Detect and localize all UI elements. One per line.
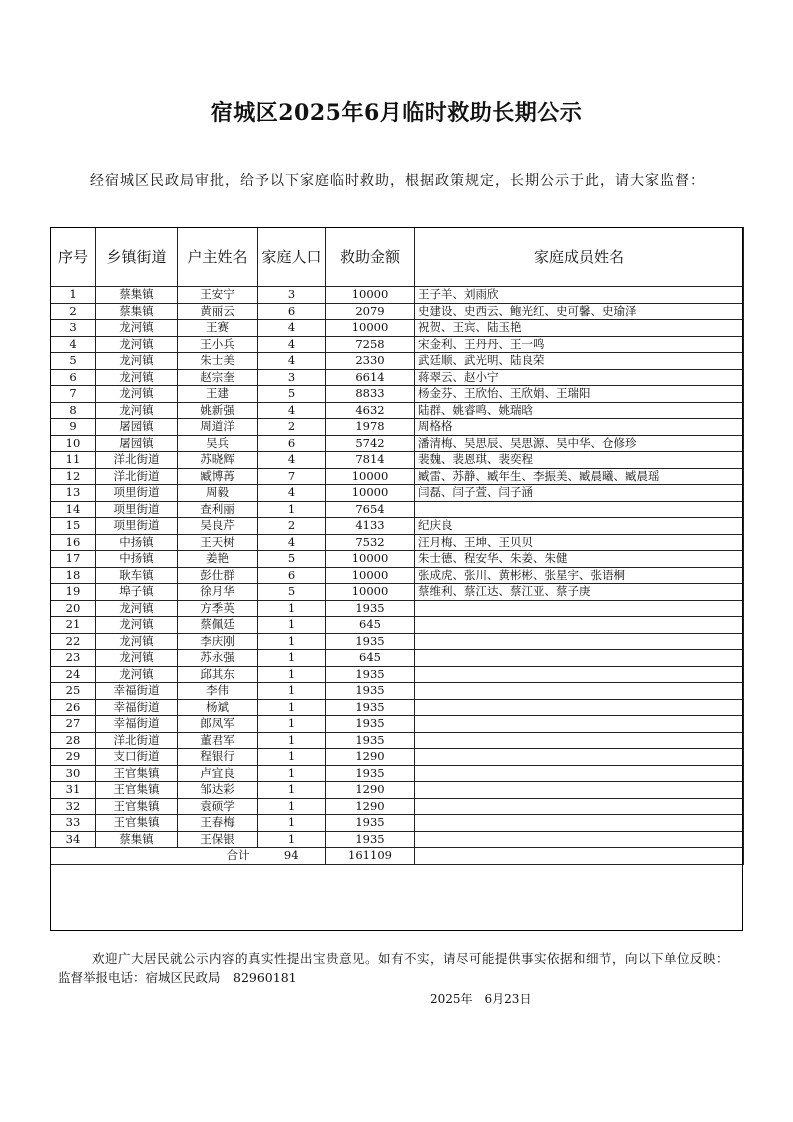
cell-householder: 王春梅 <box>178 815 258 832</box>
cell-town: 龙河镇 <box>96 336 178 353</box>
cell-householder: 李庆刚 <box>178 633 258 650</box>
cell-town: 王官集镇 <box>96 815 178 832</box>
cell-index: 16 <box>51 534 96 551</box>
cell-amount: 1290 <box>326 782 415 799</box>
cell-members: 陆群、姚睿鸣、姚瑞晗 <box>415 402 744 419</box>
cell-population: 1 <box>258 798 326 815</box>
cell-index: 20 <box>51 600 96 617</box>
header-town: 乡镇街道 <box>96 228 178 287</box>
cell-town: 龙河镇 <box>96 402 178 419</box>
cell-members <box>415 732 744 749</box>
cell-householder: 吴兵 <box>178 435 258 452</box>
cell-index: 7 <box>51 386 96 403</box>
total-population: 94 <box>258 848 326 865</box>
table-row <box>51 683 744 700</box>
cell-householder: 蔡佩廷 <box>178 617 258 634</box>
cell-index: 25 <box>51 683 96 700</box>
table-row <box>51 699 744 716</box>
cell-amount: 2330 <box>326 353 415 370</box>
cell-householder: 赵宗奎 <box>178 369 258 386</box>
cell-index: 18 <box>51 567 96 584</box>
table-row <box>51 353 744 370</box>
cell-amount: 10000 <box>326 485 415 502</box>
cell-householder: 查利丽 <box>178 501 258 518</box>
cell-members: 武廷顺、武光明、陆良荣 <box>415 353 744 370</box>
cell-members <box>415 782 744 799</box>
cell-members <box>415 666 744 683</box>
total-amount: 161109 <box>326 848 415 865</box>
cell-index: 6 <box>51 369 96 386</box>
table-row <box>51 518 744 535</box>
cell-index: 32 <box>51 798 96 815</box>
cell-population: 1 <box>258 501 326 518</box>
cell-town: 幸福街道 <box>96 683 178 700</box>
cell-population: 4 <box>258 353 326 370</box>
cell-population: 1 <box>258 600 326 617</box>
cell-householder: 董君军 <box>178 732 258 749</box>
cell-population: 5 <box>258 386 326 403</box>
cell-householder: 周道洋 <box>178 419 258 436</box>
header-members: 家庭成员姓名 <box>415 228 744 287</box>
cell-members: 蔡维利、蔡江达、蔡江亚、蔡子庚 <box>415 584 744 601</box>
cell-amount: 8833 <box>326 386 415 403</box>
cell-index: 24 <box>51 666 96 683</box>
table-row <box>51 320 744 337</box>
cell-members <box>415 798 744 815</box>
cell-population: 4 <box>258 336 326 353</box>
cell-members <box>415 699 744 716</box>
cell-amount: 1978 <box>326 419 415 436</box>
cell-householder: 朱士美 <box>178 353 258 370</box>
cell-amount: 1935 <box>326 683 415 700</box>
footer-notice <box>58 949 729 967</box>
cell-index: 8 <box>51 402 96 419</box>
cell-amount: 645 <box>326 650 415 667</box>
cell-index: 11 <box>51 452 96 469</box>
intro-paragraph: 经宿城区民政局审批，给予以下家庭临时救助，根据政策规定，长期公示于此，请大家监督： <box>90 173 705 189</box>
footer-notice-text: 欢迎广大居民就公示内容的真实性提出宝贵意见。如有不实，请尽可能提供事实依据和细节，向以下单位反映： <box>92 951 730 966</box>
cell-population: 4 <box>258 452 326 469</box>
table-row <box>51 666 744 683</box>
cell-population: 1 <box>258 716 326 733</box>
cell-population: 1 <box>258 765 326 782</box>
cell-population: 1 <box>258 782 326 799</box>
cell-population: 1 <box>258 617 326 634</box>
cell-town: 王官集镇 <box>96 798 178 815</box>
cell-amount: 4632 <box>326 402 415 419</box>
cell-town: 项里街道 <box>96 518 178 535</box>
relief-table <box>50 227 744 865</box>
cell-town: 蔡集镇 <box>96 303 178 320</box>
cell-amount: 10000 <box>326 567 415 584</box>
cell-members: 裴魏、裴恩琪、裴奕程 <box>415 452 744 469</box>
cell-town: 洋北街道 <box>96 468 178 485</box>
cell-population: 7 <box>258 468 326 485</box>
table-row <box>51 501 744 518</box>
cell-town: 龙河镇 <box>96 633 178 650</box>
cell-population: 6 <box>258 567 326 584</box>
cell-householder: 杨斌 <box>178 699 258 716</box>
cell-members: 史建设、史西云、鲍光红、史可馨、史瑜泽 <box>415 303 744 320</box>
cell-householder: 彭仕群 <box>178 567 258 584</box>
table-row <box>51 617 744 634</box>
cell-town: 王官集镇 <box>96 782 178 799</box>
cell-amount: 1935 <box>326 716 415 733</box>
cell-index: 2 <box>51 303 96 320</box>
cell-population: 1 <box>258 666 326 683</box>
cell-householder: 吴良芹 <box>178 518 258 535</box>
cell-town: 王官集镇 <box>96 765 178 782</box>
cell-town: 支口街道 <box>96 749 178 766</box>
cell-householder: 王赛 <box>178 320 258 337</box>
cell-index: 4 <box>51 336 96 353</box>
cell-amount: 1935 <box>326 666 415 683</box>
table-row <box>51 584 744 601</box>
cell-index: 17 <box>51 551 96 568</box>
table-row <box>51 551 744 568</box>
cell-members <box>415 765 744 782</box>
cell-members <box>415 633 744 650</box>
cell-members: 汪月梅、王坤、王贝贝 <box>415 534 744 551</box>
cell-amount: 1935 <box>326 815 415 832</box>
cell-amount: 10000 <box>326 551 415 568</box>
cell-index: 34 <box>51 831 96 848</box>
cell-population: 2 <box>258 518 326 535</box>
cell-members: 蒋翠云、赵小宁 <box>415 369 744 386</box>
cell-population: 1 <box>258 831 326 848</box>
table-header-row <box>51 228 744 287</box>
cell-town: 屠园镇 <box>96 435 178 452</box>
cell-amount: 5742 <box>326 435 415 452</box>
cell-index: 30 <box>51 765 96 782</box>
cell-householder: 苏永强 <box>178 650 258 667</box>
table-row <box>51 534 744 551</box>
cell-householder: 王天树 <box>178 534 258 551</box>
cell-members: 杨金芬、王欣怡、王欣娟、王瑞阳 <box>415 386 744 403</box>
cell-population: 1 <box>258 650 326 667</box>
cell-amount: 7814 <box>326 452 415 469</box>
cell-town: 龙河镇 <box>96 320 178 337</box>
cell-members: 张成虎、张川、黄彬彬、张星宇、张语桐 <box>415 567 744 584</box>
table-row <box>51 435 744 452</box>
cell-amount: 1935 <box>326 831 415 848</box>
table-row <box>51 303 744 320</box>
cell-index: 1 <box>51 287 96 304</box>
cell-members <box>415 831 744 848</box>
cell-householder: 徐月华 <box>178 584 258 601</box>
cell-householder: 袁硕学 <box>178 798 258 815</box>
cell-householder: 臧博苒 <box>178 468 258 485</box>
cell-amount: 10000 <box>326 287 415 304</box>
cell-amount: 10000 <box>326 320 415 337</box>
footer-date: 2025年 6月23日 <box>430 992 532 1006</box>
cell-members <box>415 683 744 700</box>
cell-population: 4 <box>258 485 326 502</box>
table-row <box>51 567 744 584</box>
cell-householder: 苏晓辉 <box>178 452 258 469</box>
total-row <box>51 848 744 865</box>
table-row <box>51 633 744 650</box>
cell-amount: 1935 <box>326 633 415 650</box>
cell-town: 项里街道 <box>96 485 178 502</box>
cell-index: 3 <box>51 320 96 337</box>
cell-population: 1 <box>258 633 326 650</box>
cell-index: 21 <box>51 617 96 634</box>
header-householder: 户主姓名 <box>178 228 258 287</box>
cell-population: 5 <box>258 551 326 568</box>
cell-town: 蔡集镇 <box>96 831 178 848</box>
cell-amount: 10000 <box>326 584 415 601</box>
cell-town: 幸福街道 <box>96 699 178 716</box>
cell-members: 朱士德、程安华、朱姜、朱健 <box>415 551 744 568</box>
cell-population: 6 <box>258 303 326 320</box>
cell-householder: 方季英 <box>178 600 258 617</box>
cell-index: 27 <box>51 716 96 733</box>
cell-amount: 645 <box>326 617 415 634</box>
cell-index: 26 <box>51 699 96 716</box>
table-row <box>51 287 744 304</box>
cell-index: 33 <box>51 815 96 832</box>
cell-amount: 7654 <box>326 501 415 518</box>
cell-householder: 王小兵 <box>178 336 258 353</box>
table-row <box>51 831 744 848</box>
page-title: 宿城区2025年6月临时救助长期公示 <box>210 100 583 126</box>
cell-members <box>415 716 744 733</box>
cell-town: 洋北街道 <box>96 732 178 749</box>
cell-householder: 王保银 <box>178 831 258 848</box>
cell-population: 4 <box>258 320 326 337</box>
cell-population: 3 <box>258 287 326 304</box>
cell-householder: 卢宜良 <box>178 765 258 782</box>
cell-index: 22 <box>51 633 96 650</box>
cell-members: 王子羊、刘雨欣 <box>415 287 744 304</box>
cell-householder: 邱其东 <box>178 666 258 683</box>
cell-population: 5 <box>258 584 326 601</box>
cell-town: 龙河镇 <box>96 369 178 386</box>
table-row <box>51 765 744 782</box>
cell-householder: 姚新强 <box>178 402 258 419</box>
header-index: 序号 <box>51 228 96 287</box>
cell-members <box>415 617 744 634</box>
table-row <box>51 798 744 815</box>
cell-index: 31 <box>51 782 96 799</box>
table-row <box>51 402 744 419</box>
cell-town: 耿车镇 <box>96 567 178 584</box>
cell-population: 1 <box>258 749 326 766</box>
cell-town: 龙河镇 <box>96 666 178 683</box>
cell-householder: 周毅 <box>178 485 258 502</box>
cell-amount: 7258 <box>326 336 415 353</box>
cell-index: 19 <box>51 584 96 601</box>
table-row <box>51 732 744 749</box>
table-row <box>51 336 744 353</box>
cell-members <box>415 749 744 766</box>
cell-population: 4 <box>258 402 326 419</box>
cell-householder: 王建 <box>178 386 258 403</box>
cell-town: 埠子镇 <box>96 584 178 601</box>
cell-amount: 6614 <box>326 369 415 386</box>
total-label: 合计 <box>51 848 258 865</box>
cell-town: 蔡集镇 <box>96 287 178 304</box>
table-row <box>51 485 744 502</box>
cell-amount: 1935 <box>326 765 415 782</box>
cell-householder: 郎凤军 <box>178 716 258 733</box>
cell-population: 2 <box>258 419 326 436</box>
table-row <box>51 749 744 766</box>
cell-householder: 姜艳 <box>178 551 258 568</box>
table-row <box>51 468 744 485</box>
table-row <box>51 782 744 799</box>
table-row <box>51 386 744 403</box>
cell-members: 祝贺、王宾、陆玉艳 <box>415 320 744 337</box>
table-row <box>51 600 744 617</box>
cell-index: 15 <box>51 518 96 535</box>
cell-members: 周格格 <box>415 419 744 436</box>
total-members <box>415 848 744 865</box>
cell-householder: 程银行 <box>178 749 258 766</box>
cell-town: 龙河镇 <box>96 386 178 403</box>
cell-members <box>415 600 744 617</box>
cell-index: 28 <box>51 732 96 749</box>
cell-population: 1 <box>258 699 326 716</box>
cell-amount: 2079 <box>326 303 415 320</box>
table-row <box>51 419 744 436</box>
cell-index: 10 <box>51 435 96 452</box>
cell-members <box>415 815 744 832</box>
cell-members <box>415 501 744 518</box>
cell-amount: 10000 <box>326 468 415 485</box>
cell-amount: 4133 <box>326 518 415 535</box>
cell-householder: 李伟 <box>178 683 258 700</box>
table-row <box>51 716 744 733</box>
cell-amount: 1290 <box>326 798 415 815</box>
cell-householder: 黄丽云 <box>178 303 258 320</box>
cell-index: 14 <box>51 501 96 518</box>
footer-hotline: 监督举报电话：宿城区民政局 82960181 <box>58 970 297 985</box>
header-population: 家庭人口 <box>258 228 326 287</box>
cell-population: 3 <box>258 369 326 386</box>
table-row <box>51 650 744 667</box>
cell-town: 龙河镇 <box>96 600 178 617</box>
cell-index: 9 <box>51 419 96 436</box>
cell-amount: 1935 <box>326 699 415 716</box>
cell-amount: 7532 <box>326 534 415 551</box>
cell-population: 1 <box>258 732 326 749</box>
cell-members: 纪庆良 <box>415 518 744 535</box>
cell-population: 6 <box>258 435 326 452</box>
cell-householder: 邹达彩 <box>178 782 258 799</box>
table-row <box>51 369 744 386</box>
cell-index: 29 <box>51 749 96 766</box>
header-amount: 救助金额 <box>326 228 415 287</box>
cell-members <box>415 650 744 667</box>
cell-town: 龙河镇 <box>96 617 178 634</box>
cell-town: 龙河镇 <box>96 353 178 370</box>
cell-householder: 王安宁 <box>178 287 258 304</box>
cell-members: 闫磊、闫子萱、闫子涵 <box>415 485 744 502</box>
cell-index: 13 <box>51 485 96 502</box>
cell-town: 屠园镇 <box>96 419 178 436</box>
cell-index: 23 <box>51 650 96 667</box>
cell-members: 臧雷、苏静、臧年生、李振美、臧晨曦、臧晨瑶 <box>415 468 744 485</box>
table-row <box>51 452 744 469</box>
cell-amount: 1290 <box>326 749 415 766</box>
cell-members: 潘清梅、吴思辰、吴思源、吴中华、仓修珍 <box>415 435 744 452</box>
cell-town: 项里街道 <box>96 501 178 518</box>
cell-town: 中扬镇 <box>96 551 178 568</box>
cell-amount: 1935 <box>326 600 415 617</box>
cell-town: 中扬镇 <box>96 534 178 551</box>
cell-population: 4 <box>258 534 326 551</box>
cell-amount: 1935 <box>326 732 415 749</box>
cell-town: 龙河镇 <box>96 650 178 667</box>
cell-index: 5 <box>51 353 96 370</box>
cell-index: 12 <box>51 468 96 485</box>
cell-town: 洋北街道 <box>96 452 178 469</box>
cell-population: 1 <box>258 683 326 700</box>
table-row <box>51 815 744 832</box>
cell-members: 宋金利、王丹丹、王一鸣 <box>415 336 744 353</box>
cell-town: 幸福街道 <box>96 716 178 733</box>
cell-population: 1 <box>258 815 326 832</box>
